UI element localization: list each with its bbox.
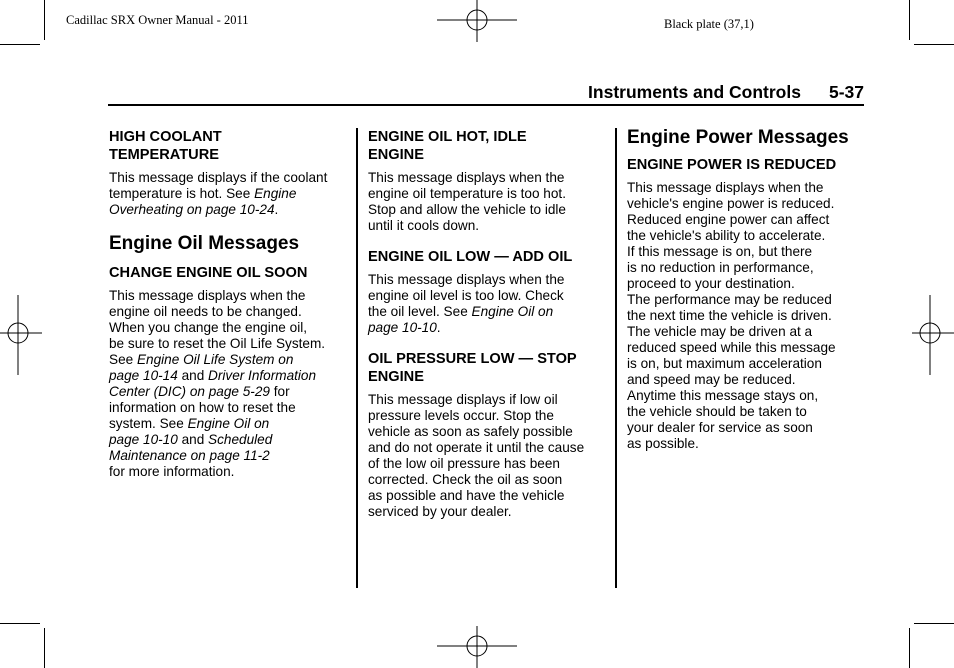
heading-oil-pressure-low: OIL PRESSURE LOW — STOP ENGINE bbox=[368, 351, 577, 385]
column-3 bbox=[627, 126, 867, 466]
heading-oil-low-add-oil: ENGINE OIL LOW — ADD OIL bbox=[368, 249, 573, 265]
section-title: Instruments and Controls bbox=[588, 82, 801, 102]
running-header bbox=[108, 80, 864, 106]
registration-mark-bottom bbox=[437, 626, 517, 668]
paragraph-oil-hot-idle: This message displays when the engine oil temperature is too hot. Stop and allow the vehicle to idle until it cools down. bbox=[368, 170, 566, 233]
column-2 bbox=[368, 128, 608, 534]
link-engine-oil-col2[interactable]: Engine Oil on bbox=[471, 304, 554, 319]
link-scheduled-maintenance[interactable]: Scheduled bbox=[208, 432, 273, 447]
section-engine-power-messages: Engine Power Messages bbox=[627, 127, 849, 148]
link-driver-information-center[interactable]: Driver Information bbox=[208, 368, 317, 383]
section-header bbox=[588, 82, 864, 103]
registration-mark-left bbox=[0, 295, 42, 375]
link-engine-oil-page-col2[interactable]: page 10-10 bbox=[368, 320, 437, 335]
paragraph-high-coolant: This message displays if the coolant temperature is hot. See Engine Overheating on page 10-24. bbox=[109, 170, 328, 217]
paragraph-engine-power-reduced: This message displays when the vehicle's engine power is reduced. Reduced engine power can affect the vehicle's ability to accelerate. If this message is on, but there is no reduction in performance, proceed to your destination. The performance may be reduced the next time the vehicle is driven. The vehicle may be driven at a reduced speed while this message is on, but maximum acceleration and speed may be reduced. Anytime this message stays on, the vehicle should be taken to your dealer for service as soon as possible. bbox=[627, 180, 836, 451]
link-dic-page[interactable]: Center (DIC) on page 5-29 bbox=[109, 384, 270, 399]
link-engine-oil[interactable]: Engine Oil on bbox=[187, 416, 270, 431]
link-oil-life-system[interactable]: Engine Oil Life System on bbox=[136, 352, 294, 367]
paragraph-change-engine-oil: This message displays when the engine oil needs to be changed. When you change the engine oil, be sure to reset the Oil Life System. See Engine Oil Life System on page 10-14 and Driver Information Center (DIC) on page 5-29 for information on how to reset the system. See Engine Oil on page 10-10 and Scheduled Maintenance on page 11-2 for more information. bbox=[109, 288, 326, 479]
heading-change-engine-oil: CHANGE ENGINE OIL SOON bbox=[109, 265, 308, 281]
page-number: 5-37 bbox=[828, 82, 864, 102]
column-1 bbox=[109, 128, 349, 494]
plate-label: Black plate (37,1) bbox=[664, 17, 754, 31]
paragraph-oil-low-add-oil: This message displays when the engine oil level is too low. Check the oil level. See Engine Oil on page 10-10. bbox=[368, 272, 565, 335]
link-engine-oil-page[interactable]: page 10-10 bbox=[109, 432, 178, 447]
column-divider-1 bbox=[356, 128, 358, 588]
link-scheduled-maintenance-page[interactable]: Maintenance on page 11-2 bbox=[109, 448, 270, 463]
registration-mark-top bbox=[437, 0, 517, 42]
column-divider-2 bbox=[615, 128, 617, 588]
link-oil-life-system-page[interactable]: page 10-14 bbox=[109, 368, 178, 383]
paragraph-oil-pressure-low: This message displays if low oil pressure levels occur. Stop the vehicle as soon as safely possible and do not operate it until the cause of the low oil pressure has been corrected. Check the oil as soon as possible and have the vehicle serviced by your dealer. bbox=[368, 392, 585, 519]
manual-title: Cadillac SRX Owner Manual - 2011 bbox=[66, 13, 249, 27]
link-engine-overheating-page[interactable]: Overheating on page 10-24 bbox=[109, 202, 275, 217]
heading-engine-power-reduced: ENGINE POWER IS REDUCED bbox=[627, 157, 837, 173]
link-engine-overheating[interactable]: Engine bbox=[254, 186, 297, 201]
heading-high-coolant: HIGH COOLANT TEMPERATURE bbox=[109, 129, 222, 163]
registration-mark-right bbox=[912, 295, 954, 375]
section-engine-oil-messages: Engine Oil Messages bbox=[109, 233, 300, 254]
heading-oil-hot-idle: ENGINE OIL HOT, IDLE ENGINE bbox=[368, 129, 527, 163]
